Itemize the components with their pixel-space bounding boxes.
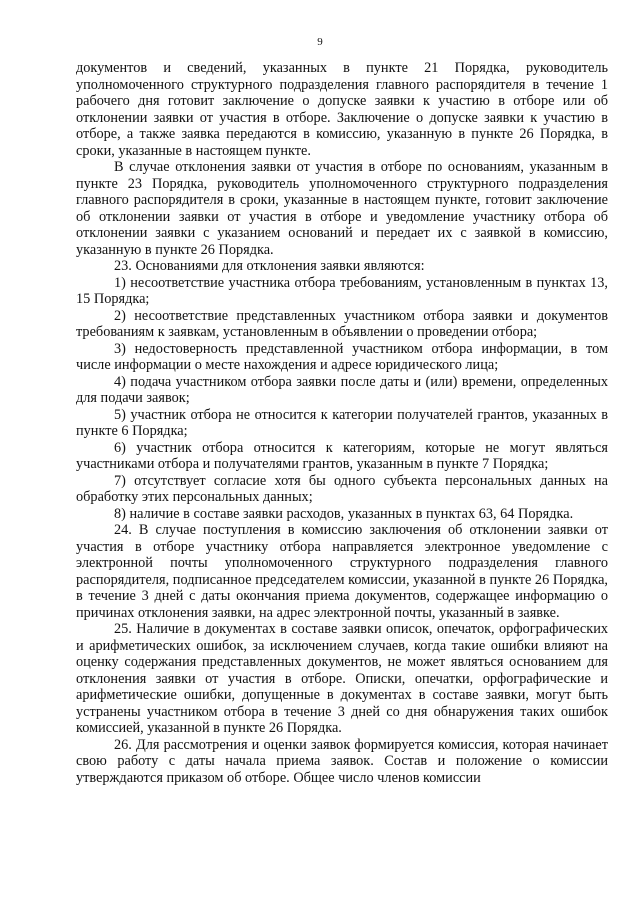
paragraph-12: 24. В случае поступления в комиссию заключения об отклонении заявки от участия в отборе участнику отбора направляется электронное уведомление с электронной почты уполномоченного структурного подразделения главного распорядителя, подписанное председателем комиссии, указанной в пункте 26 Порядка, в течение 3 дней с даты окончания приема документов, содержащее информацию о причинах отклонения заявки, на адрес электронной почты, указанный в заявке. bbox=[76, 522, 608, 621]
paragraph-1: документов и сведений, указанных в пункте 21 Порядка, руководитель уполномоченного структурного подразделения главного распорядителя в течение 1 рабочего дня готовит заключение о допуске заявки к участию в отборе или об отклонении заявки от участия в отборе. Заключение о допуске заявки к участию в отборе, а также заявка передаются в комиссию, указанную в пункте 26 Порядка, в сроки, указанные в настоящем пункте. bbox=[76, 60, 608, 159]
paragraph-6: 3) недостоверность представленной участником отбора информации, в том числе информации о месте нахождения и адресе юридического лица; bbox=[76, 340, 608, 373]
paragraph-5: 2) несоответствие представленных участником отбора заявки и документов требованиям к заявкам, установленным в объявлении о проведении отбора; bbox=[76, 307, 608, 340]
page-number: 9 bbox=[317, 36, 323, 48]
document-body bbox=[76, 60, 608, 786]
paragraph-13: 25. Наличие в документах в составе заявки описок, опечаток, орфографических и арифметических ошибок, за исключением случаев, когда такие ошибки влияют на оценку содержания представленных документов, не может являться основанием для отклонения заявки от участия в отборе. Описки, опечатки, орфографические и арифметические ошибки, допущенные в документах в составе заявки, могут быть устранены участником отбора в течение 3 дней со дня обнаружения таких ошибок комиссией, указанной в пункте 26 Порядка. bbox=[76, 621, 608, 736]
paragraph-9: 6) участник отбора относится к категориям, которые не могут являться участниками отбора и получателями грантов, указанным в пункте 7 Порядка; bbox=[76, 439, 608, 472]
paragraph-10: 7) отсутствует согласие хотя бы одного субъекта персональных данных на обработку этих персональных данных; bbox=[76, 472, 608, 505]
paragraph-3: 23. Основаниями для отклонения заявки являются: bbox=[114, 258, 425, 274]
paragraph-11: 8) наличие в составе заявки расходов, указанных в пунктах 63, 64 Порядка. bbox=[114, 505, 574, 522]
paragraph-14: 26. Для рассмотрения и оценки заявок формируется комиссия, которая начинает свою работу с даты начала приема заявок. Состав и положение о комиссии утверждаются приказом об отборе. Общее число членов комиссии bbox=[76, 736, 608, 786]
paragraph-4: 1) несоответствие участника отбора требованиям, установленным в пунктах 13, 15 Порядка; bbox=[76, 274, 608, 307]
paragraph-2: В случае отклонения заявки от участия в отборе по основаниям, указанным в пункте 23 Порядка, руководитель уполномоченного структурного подразделения главного распорядителя в сроки, указанные в настоящем пункте, готовит заключение об отклонении заявки от участия в отборе и уведомление участнику отбора об отклонении заявки с указанием оснований и передает их с заявкой в комиссию, указанную в пункте 26 Порядка. bbox=[76, 159, 608, 258]
paragraph-7: 4) подача участником отбора заявки после даты и (или) времени, определенных для подачи заявок; bbox=[76, 373, 608, 406]
paragraph-8: 5) участник отбора не относится к категории получателей грантов, указанных в пункте 6 Порядка; bbox=[76, 406, 608, 439]
